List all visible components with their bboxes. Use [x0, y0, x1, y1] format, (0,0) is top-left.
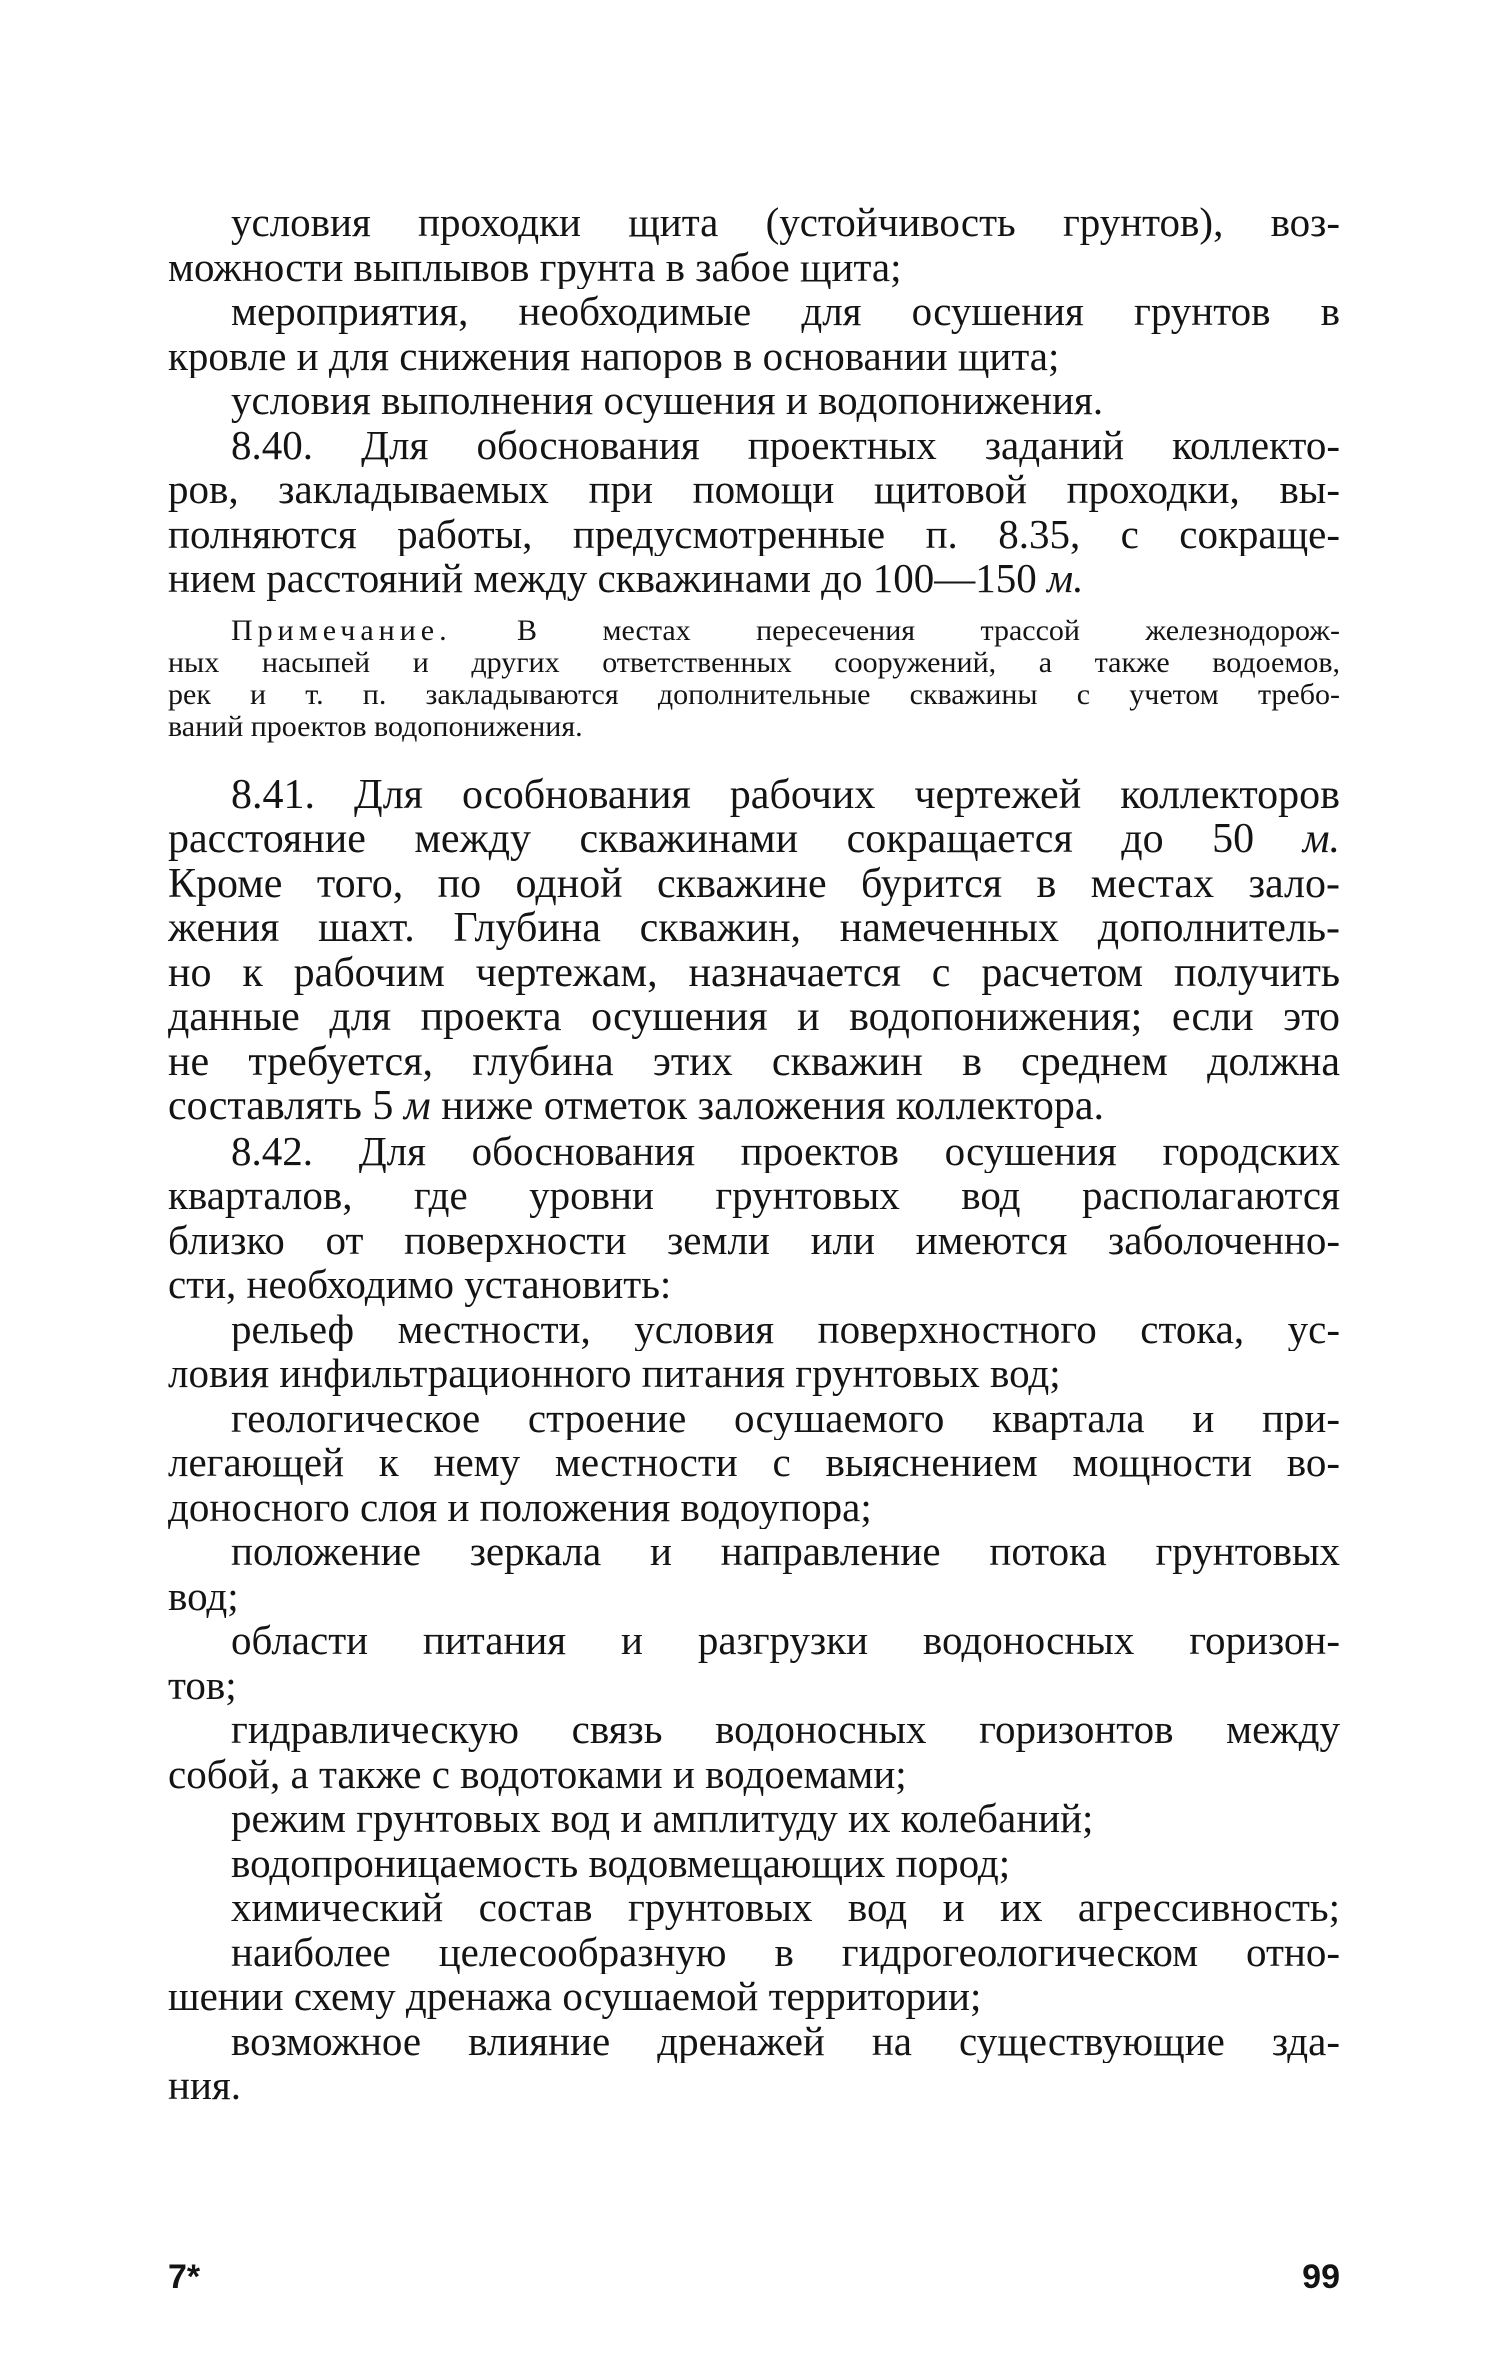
text-line: 8.41. Для особнования рабочих чертежей коллекторов	[231, 772, 1340, 817]
text-run: составлять 5	[168, 1084, 394, 1129]
text-line: мероприятия, необходимые для осушения грунтов в	[231, 289, 1340, 334]
text-line: не требуется, глубина этих скважин в среднем должна	[168, 1039, 1340, 1084]
text-line	[168, 817, 1340, 862]
text-line: рек и т. п. закладываются дополнительные скважины с учетом требо-	[168, 678, 1340, 711]
text-line: 8.40. Для обоснования проектных заданий коллекто-	[231, 422, 1340, 467]
text-line: ния.	[168, 2063, 241, 2108]
text-line: собой, а также с водотоками и водоемами;	[168, 1751, 907, 1796]
text-run: расстояние между скважинами сокращается до 50	[168, 817, 1255, 862]
text-line	[168, 615, 1340, 647]
unit-text: м.	[1302, 817, 1340, 862]
text-run: ниже отметок заложения коллектора.	[441, 1084, 1104, 1129]
text-line	[168, 556, 1340, 601]
text-line: наиболее целесообразную в гидрогеологическом отно-	[231, 1929, 1340, 1974]
text-line: сти, необходимо установить:	[168, 1262, 672, 1307]
text-line: ров, закладываемых при помощи щитовой проходки, вы-	[168, 467, 1340, 512]
page-number: 99	[1302, 2258, 1340, 2296]
text-run: нием расстояний между скважинами до 100—150	[168, 556, 1037, 601]
text-line: полняются работы, предусмотренные п. 8.35, с сокраще-	[168, 511, 1340, 556]
text-line: водопроницаемость водовмещающих пород;	[231, 1840, 1011, 1885]
text-line: 8.42. Для обоснования проектов осушения городских	[231, 1128, 1340, 1173]
text-line: но к рабочим чертежам, назначается с расчетом получить	[168, 950, 1340, 995]
text-line: ваний проектов водопонижения.	[168, 710, 583, 743]
text-line: возможное влияние дренажей на существующие зда-	[231, 2018, 1340, 2063]
text-line: условия проходки щита (устойчивость грунтов), воз-	[231, 200, 1340, 245]
text-line: режим грунтовых вод и амплитуду их колебаний;	[231, 1796, 1094, 1841]
text-line: химический состав грунтовых вод и их агрессивность;	[231, 1885, 1340, 1930]
text-line: ловия инфильтрационного питания грунтовых вод;	[168, 1351, 1061, 1396]
text-line: близко от поверхности земли или имеются заболоченно-	[168, 1217, 1340, 1262]
text-line	[168, 1084, 1340, 1129]
text-line: геологическое строение осушаемого квартала и при-	[231, 1395, 1340, 1440]
unit-text: м.	[1047, 556, 1084, 601]
text-line: доносного слоя и положения водоупора;	[168, 1484, 872, 1529]
text-line: гидравлическую связь водоносных горизонтов между	[231, 1707, 1340, 1752]
text-line: данные для проекта осушения и водопонижения; если это	[168, 995, 1340, 1040]
text-line: можности выплывов грунта в забое щита;	[168, 244, 902, 289]
text-line: кровле и для снижения напоров в основании щита;	[168, 333, 1060, 378]
text-line: шении схему дренажа осушаемой территории;	[168, 1974, 982, 2019]
note-block	[168, 615, 1340, 743]
text-line: вод;	[168, 1573, 239, 1618]
text-line: легающей к нему местности с выяснением мощности во-	[168, 1440, 1340, 1485]
text-line: тов;	[168, 1662, 237, 1707]
text-line: жения шахт. Глубина скважин, намеченных дополнитель-	[168, 906, 1340, 951]
text-line: положение зеркала и направление потока грунтовых	[231, 1529, 1340, 1574]
text-line: кварталов, где уровни грунтовых вод располагаются	[168, 1173, 1340, 1218]
unit-text: м	[403, 1084, 431, 1129]
text-line: ных насыпей и других ответственных сооружений, а также водоемов,	[168, 646, 1340, 679]
text-line: условия выполнения осушения и водопонижения.	[231, 378, 1104, 423]
text-run: В местах пересечения трассой железнодорож-	[517, 614, 1340, 647]
text-line: Кроме того, по одной скважине бурится в местах зало-	[168, 861, 1340, 906]
page-body	[168, 200, 1340, 2108]
note-label: Примечание.	[231, 614, 452, 647]
text-line: области питания и разгрузки водоносных горизон-	[231, 1618, 1340, 1663]
text-line: рельеф местности, условия поверхностного стока, ус-	[231, 1306, 1340, 1351]
signature-mark: 7*	[168, 2258, 201, 2296]
